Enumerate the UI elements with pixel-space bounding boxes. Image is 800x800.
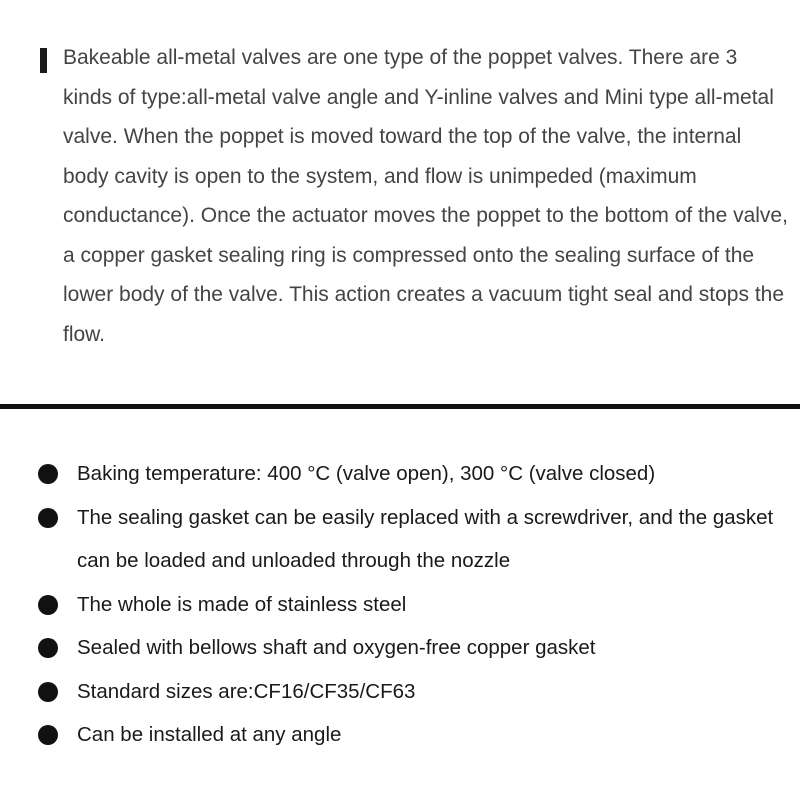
feature-text: Sealed with bellows shaft and oxygen-free copper gasket — [77, 636, 596, 659]
bullet-icon — [38, 682, 58, 702]
feature-item — [38, 713, 788, 757]
feature-item — [38, 583, 788, 627]
feature-text: The sealing gasket can be easily replaced with a screwdriver, and the gasket can be loaded and unloaded through the nozzle — [77, 505, 774, 572]
feature-text: The whole is made of stainless steel — [77, 592, 407, 616]
feature-text: Can be installed at any angle — [77, 723, 342, 746]
bullet-icon — [38, 595, 58, 615]
feature-item — [38, 452, 788, 496]
feature-item — [38, 670, 788, 714]
intro-paragraph: Bakeable all-metal valves are one type of the poppet valves. There are 3 kinds of type:all-metal valve angle and Y-inline valves and Mini type all-metal valve. When the poppet is moved toward the top of the valve, the internal body cavity is open to the system, and flow is unimpeded (maximum conductance). Once the actuator moves the poppet to the bottom of the valve, a copper gasket sealing ring is compressed onto the sealing surface of the lower body of the valve. This action creates a vacuum tight seal and stops the flow. — [63, 46, 788, 346]
feature-text: Standard sizes are:CF16/CF35/CF63 — [77, 679, 416, 703]
bullet-icon — [38, 725, 58, 745]
section-marker-bar — [40, 48, 47, 73]
bullet-icon — [38, 508, 58, 528]
bullet-icon — [38, 464, 58, 484]
bullet-icon — [38, 638, 58, 658]
feature-list — [38, 452, 788, 757]
feature-text: Baking temperature: 400 °C (valve open), 300 °C (valve closed) — [77, 462, 656, 485]
feature-item — [38, 626, 788, 670]
feature-item — [38, 496, 788, 583]
section-divider — [0, 404, 800, 409]
